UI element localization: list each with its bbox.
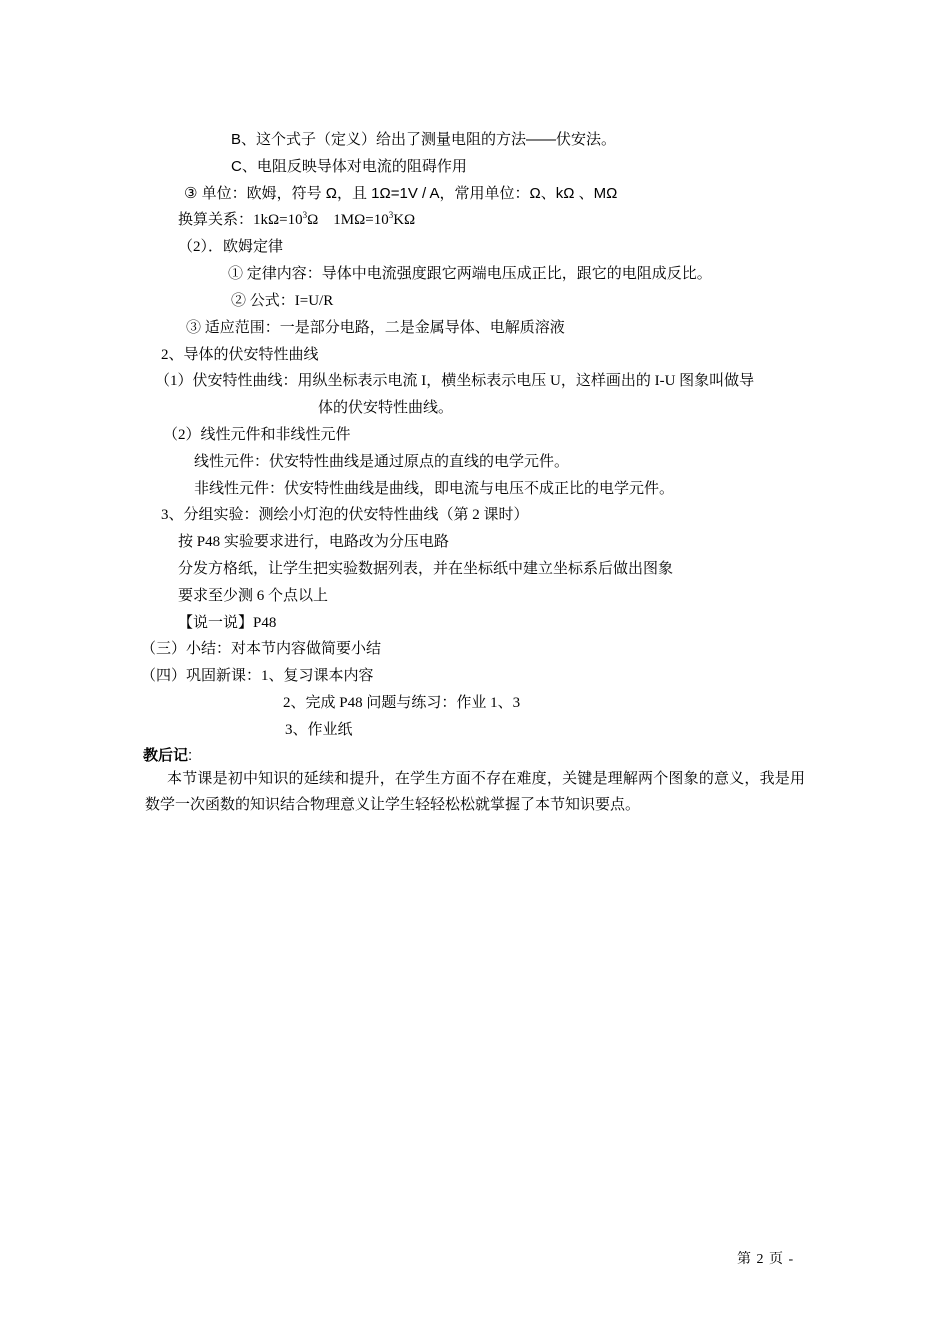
- linear-element: 线性元件：伏安特性曲线是通过原点的直线的电学元件。: [194, 454, 570, 470]
- experiment-step-1: 按 P48 实验要求进行，电路改为分压电路: [178, 534, 449, 550]
- iu-curve-definition-cont: 体的伏安特性曲线。: [318, 400, 454, 416]
- line-b-method: B、这个式子（定义）给出了测量电阻的方法——伏安法。: [231, 131, 617, 148]
- consolidate-task-2: 2、完成 P48 问题与练习：作业 1、3: [283, 695, 521, 711]
- ohm-law-scope: ③ 适应范围：一是部分电路，二是金属导体、电解质溶液: [186, 320, 565, 336]
- ohm-law-content: ① 定律内容：导体中电流强度跟它两端电压成正比，跟它的电阻成反比。: [228, 266, 712, 282]
- afterword-title: 教后记: [143, 747, 189, 764]
- consolidate-task-3: 3、作业纸: [285, 722, 353, 738]
- iu-curve-definition: （1）伏安特性曲线：用纵坐标表示电流 I，横坐标表示电压 U，这样画出的 I-U 图象叫做导: [155, 373, 755, 389]
- conversion-suffix: KΩ: [393, 212, 416, 228]
- afterword-heading: [143, 744, 192, 765]
- line-conversion: [178, 208, 415, 229]
- nonlinear-element: 非线性元件：伏安特性曲线是曲线，即电流与电压不成正比的电学元件。: [194, 481, 675, 497]
- consolidate-line: （四）巩固新课：1、复习课本内容: [141, 668, 374, 684]
- ohm-law-heading: （2）．欧姆定律: [178, 239, 284, 255]
- conversion-mid: Ω 1MΩ=10: [307, 212, 389, 228]
- experiment-step-3: 要求至少测 6 个点以上: [178, 588, 329, 604]
- afterword-body: 本节课是初中知识的延续和提升，在学生方面不存在难度，关键是理解两个图象的意义，我是用数学一次函数的知识结合物理意义让学生轻轻松松就掌握了本节知识要点。: [145, 771, 805, 813]
- linear-heading: （2）线性元件和非线性元件: [163, 427, 351, 443]
- ohm-law-formula: ② 公式：I=U/R: [231, 293, 334, 309]
- section-2-heading: 2、导体的伏安特性曲线: [161, 347, 319, 363]
- line-unit: ③ 单位：欧姆，符号 Ω，且 1Ω=1V / A，常用单位：Ω、kΩ 、MΩ: [184, 185, 618, 202]
- experiment-step-2: 分发方格纸，让学生把实验数据列表，并在坐标纸中建立坐标系后做出图象: [178, 561, 674, 577]
- summary-line: （三）小结：对本节内容做简要小结: [141, 641, 382, 657]
- conversion-exponent-1: 3: [302, 210, 308, 220]
- line-c-resistance: C、电阻反映导体对电流的阻碍作用: [231, 158, 467, 175]
- conversion-exponent-2: 3: [388, 210, 394, 220]
- say-one-say: 【说一说】P48: [178, 615, 277, 631]
- section-3-heading: 3、分组实验：测绘小灯泡的伏安特性曲线（第 2 课时）: [161, 507, 529, 523]
- page-number-footer: 第 2 页 -: [737, 1252, 795, 1267]
- afterword-colon: :: [188, 747, 193, 764]
- conversion-prefix: 换算关系：1kΩ=10: [178, 212, 303, 228]
